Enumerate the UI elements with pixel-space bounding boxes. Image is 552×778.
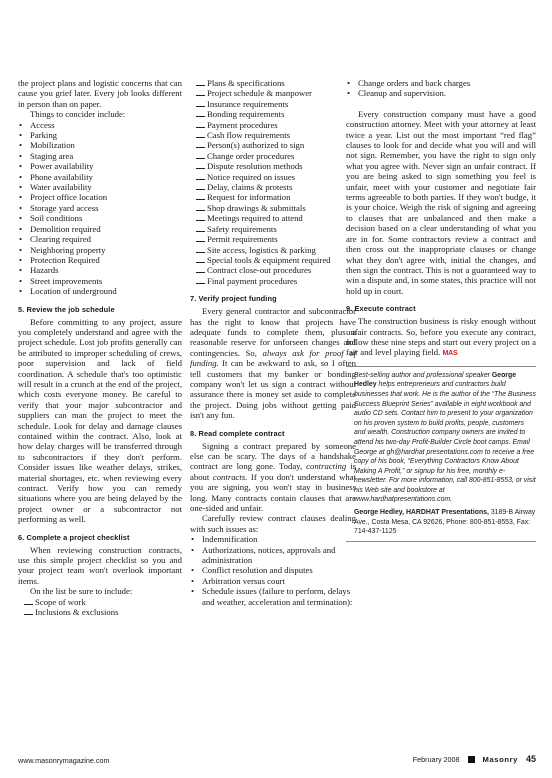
checklist-item xyxy=(190,120,356,130)
section-8-body-2: Carefully review contract clauses dealing with such issues as: xyxy=(190,513,356,534)
s8-text-b: is about xyxy=(190,461,357,482)
bio-address-text: 3189-B Airway Ave., Costa Mesa, CA 92626, Phone: 800-851-8553, Fax: 714-437-1125 xyxy=(354,509,536,536)
section-8-heading: 8. Read complete contract xyxy=(190,428,285,438)
list-item: • Water availability xyxy=(18,182,182,192)
s7-text-b: It can be awkward to ask, so I often tell customers that my banker or bonding company won't let us sign a contract without assurance there is money set aside to complete the project. Doing jobs without getting paid isn't any fun. xyxy=(190,358,356,421)
checklist-item xyxy=(18,597,182,607)
checklist-item-label: Delay, claims & protests xyxy=(207,182,293,193)
issues-list-continued xyxy=(346,78,536,99)
section-5-body: Before committing to any project, assure you completely understand and agree with the project schedule. Lost job profits generally can be attributed to improper scheduling of crews, poor supervision and lack of field coordination. A schedule that's too optimistic will result in a crunch at the end of the project, which costs everyone money. Be careful to verify that your major subcontractor and suppliers can man the project to meet the schedule. Look for delay and damage clauses contained within the contract. Also, look at how delay charges will be transferred through to subcontractors if they don't perform. Consider issues like weather delays, strikes, material shortages, etc. when reviewing every contract. Verify how you can remedy situations where you are being delayed by the project owner or a subcontractor not performing as well. xyxy=(18,316,182,525)
section-9-body xyxy=(346,316,536,360)
checklist-item xyxy=(190,255,356,265)
checklist-item-label: Dispute resolution methods xyxy=(207,161,303,172)
checklist-item xyxy=(190,203,356,213)
checklist-item xyxy=(190,151,356,161)
checklist-item xyxy=(190,182,356,192)
list-item: • Neighboring property xyxy=(18,245,182,255)
checklist-item xyxy=(190,245,356,255)
end-mark: MAS xyxy=(442,350,458,358)
checklist-item xyxy=(190,140,356,150)
checklist-item-label: Scope of work xyxy=(35,596,86,607)
checklist-item-label: Special tools & equipment required xyxy=(207,254,331,265)
checklist-item-label: Project schedule & manpower xyxy=(207,88,312,99)
author-bio-box xyxy=(346,366,536,542)
section-7-heading: 7. Verify project funding xyxy=(190,294,277,304)
checklist-item xyxy=(190,99,356,109)
footer-url: www.masonrymagazine.com xyxy=(18,756,110,765)
section-8-body xyxy=(190,441,356,514)
things-list xyxy=(18,120,182,297)
footer-page-number: 45 xyxy=(525,754,536,764)
list-item: • Arbitration versus court xyxy=(190,576,356,586)
blank-line-icon xyxy=(196,255,205,263)
section-7-body xyxy=(190,306,356,420)
blank-line-icon xyxy=(196,88,205,96)
footer-right xyxy=(413,754,536,764)
section-6-body: When reviewing construction contracts, use this simple project checklist so you and your project team won't overlook important items. xyxy=(18,544,182,586)
checklist-item-label: Final payment procedures xyxy=(207,275,298,286)
section-6-sublabel: On the list be sure to include: xyxy=(30,586,133,597)
list-item: • Staging area xyxy=(18,151,182,161)
list-item: • Conflict resolution and disputes xyxy=(190,565,356,575)
checklist-item xyxy=(190,265,356,275)
list-item: • Authorizations, notices, approvals and administration xyxy=(190,545,356,566)
checklist-item xyxy=(18,607,182,617)
blank-line-icon xyxy=(196,265,205,273)
checklist-item-label: Request for information xyxy=(207,192,291,203)
blank-line-icon xyxy=(196,109,205,117)
column-2 xyxy=(190,78,356,607)
checklist-item-label: Permit requirements xyxy=(207,234,278,245)
list-item: • Storage yard access xyxy=(18,203,182,213)
checklist-item-label: Safety requirements xyxy=(207,223,277,234)
s8-italic-2: contracts. xyxy=(212,471,248,482)
checklist-item-label: Change order procedures xyxy=(207,150,295,161)
checklist-item-label: Bonding requirements xyxy=(207,109,285,120)
blank-line-icon xyxy=(196,234,205,242)
blank-line-icon xyxy=(196,245,205,253)
column-1 xyxy=(18,78,182,618)
checklist-item-label: Insurance requirements xyxy=(207,98,289,109)
list-item: • Location of underground xyxy=(18,286,182,296)
footer-date: February 2008 xyxy=(412,754,460,764)
checklist-part-2 xyxy=(190,78,356,286)
blank-line-icon xyxy=(196,203,205,211)
checklist-item xyxy=(190,130,356,140)
blank-line-icon xyxy=(196,161,205,169)
checklist-item xyxy=(190,109,356,119)
list-item: • Indemnification xyxy=(190,534,356,544)
blank-line-icon xyxy=(196,120,205,128)
list-item: • Mobilization xyxy=(18,140,182,150)
checklist-item-label: Payment procedures xyxy=(207,119,278,130)
list-item: • Cleanup and supervision. xyxy=(346,88,536,98)
blank-line-icon xyxy=(24,597,33,605)
bio-company: George Hedley, HARDHAT Presentations, xyxy=(354,509,489,517)
checklist-item xyxy=(190,78,356,88)
list-item: • Hazards xyxy=(18,265,182,275)
checklist-item-label: Inclusions & exclusions xyxy=(35,607,119,618)
checklist-item xyxy=(190,161,356,171)
intro-paragraph: the project plans and logistic concerns that can cause you grief later. Every job looks different in person than on paper. xyxy=(18,78,182,109)
list-item: • Change orders and back charges xyxy=(346,78,536,88)
list-item: • Phone availability xyxy=(18,172,182,182)
checklist-item-label: Meetings required to attend xyxy=(207,213,303,224)
checklist-item-label: Plans & specifications xyxy=(207,78,285,88)
blank-line-icon xyxy=(196,151,205,159)
blank-line-icon xyxy=(196,276,205,284)
bio-author-name: George Hedley xyxy=(354,371,517,389)
s7-italic: always ask for proof of funding. xyxy=(190,347,356,369)
page-footer xyxy=(18,754,536,768)
attorney-paragraph: Every construction company must have a good construction attorney. Meet with your attorney at least twice a year. List out the most important “red flag” clauses to look for and decide what you will and will not sign. Remember, you have the right to sign only what you agree with. Never sign an unfair contract. If you are being asked to sign something you feel is unfair, meet with your customer and negotiate fair terms agreeable to both parties. If they won't budge, it is your choice. Weigh the risk of signing and agreeing to clauses that are unbalanced and then make a decision based on a clear understanding of what you are in for. Some contractors review a contract and then cross out the inappropriate clauses or change what they don't agree with, initial the changes, and then sign the contract. This is not a guaranteed way to win a dispute and, in some states, this practice will not hold up in court. xyxy=(346,108,536,296)
checklist-part-1 xyxy=(18,597,182,618)
list-item: • Parking xyxy=(18,130,182,140)
checklist-item-label: Contract close-out procedures xyxy=(207,265,312,276)
square-bullet-icon xyxy=(468,756,475,763)
list-item: • Power availability xyxy=(18,161,182,171)
things-label: Things to concider include: xyxy=(30,109,126,120)
blank-line-icon xyxy=(196,213,205,221)
blank-line-icon xyxy=(196,130,205,138)
list-item: • Access xyxy=(18,120,182,130)
checklist-item-label: Site access, logistics & parking xyxy=(207,244,316,255)
blank-line-icon xyxy=(196,99,205,107)
section-5-heading: 5. Review the job schedule xyxy=(18,304,115,314)
blank-line-icon xyxy=(196,140,205,148)
checklist-item xyxy=(190,224,356,234)
column-3 xyxy=(346,78,536,542)
checklist-item xyxy=(190,276,356,286)
checklist-item-label: Notice required on issues xyxy=(207,171,296,182)
s8-italic-1: contracting xyxy=(306,461,347,472)
bio-address xyxy=(354,508,536,537)
checklist-item xyxy=(190,88,356,98)
s8-text-a: Signing a contract prepared by someone else can be scary. The days of a handshake contract are long gone. Today, xyxy=(190,440,356,472)
issues-list xyxy=(190,534,356,607)
checklist-item xyxy=(190,172,356,182)
checklist-item xyxy=(190,234,356,244)
s7-text-a: Every general contractor and subcontractor has the right to know that projects have adequate funds to complete them, plus a reasonable reserve for unforseen changes and contingencies. So, xyxy=(190,306,356,358)
section-9-heading: 9. Execute contract xyxy=(346,304,416,314)
list-item: • Clearing required xyxy=(18,234,182,244)
section-6-heading: 6. Complete a project checklist xyxy=(18,532,130,542)
footer-magazine-name: Masonry xyxy=(482,754,518,764)
s8-text-c: If you don't understand what you are signing, you won't stay in business long. Many contracts contain clauses that are one-sided and unfair. xyxy=(190,471,356,514)
list-item: • Schedule issues (failure to perform, delays and weather, acceleration and termination): xyxy=(190,586,356,607)
list-item: • Street improvements xyxy=(18,276,182,286)
s9-text: The construction business is risky enough without unfair contracts. So, before you execute any contract, follow these nine steps and start out every project on a fair and level playing field. xyxy=(346,316,536,358)
checklist-item-label: Cash flow requirements xyxy=(207,130,290,141)
blank-line-icon xyxy=(196,78,205,86)
bio-text-a: Best-selling author and professional speaker xyxy=(354,371,492,379)
checklist-item-label: Person(s) authorized to sign xyxy=(207,140,305,151)
list-item: • Protection Required xyxy=(18,255,182,265)
bio-text-b: helps entrepreneurs and contractors build businesses that work. He is the author of the “The Business Success Blueprint Series” available in eight workbook and audio CD sets. Contact him to present to your organization on his proven system to build profits, people, customers and wealth. Construction company owners are invited to attend his two-day Profit-Builder Circle boot camps. Email George at gh@hardhat presentations.com to receive a free copy of his book, “Everything Contractors Know About Making A Profit,” or signup for his free, monthly e-newsletter. For more information, call 800-851-8553, or visit his Web site and bookstore at www.hardhatpresentations.com. xyxy=(354,381,536,504)
checklist-item xyxy=(190,213,356,223)
blank-line-icon xyxy=(196,182,205,190)
checklist-item-label: Shop drawings & submittals xyxy=(207,202,306,213)
blank-line-icon xyxy=(196,172,205,180)
list-item: • Soil conditions xyxy=(18,213,182,223)
blank-line-icon xyxy=(196,192,205,200)
list-item: • Demolition required xyxy=(18,224,182,234)
checklist-item xyxy=(190,192,356,202)
blank-line-icon xyxy=(24,607,33,615)
blank-line-icon xyxy=(196,224,205,232)
list-item: • Project office location xyxy=(18,192,182,202)
